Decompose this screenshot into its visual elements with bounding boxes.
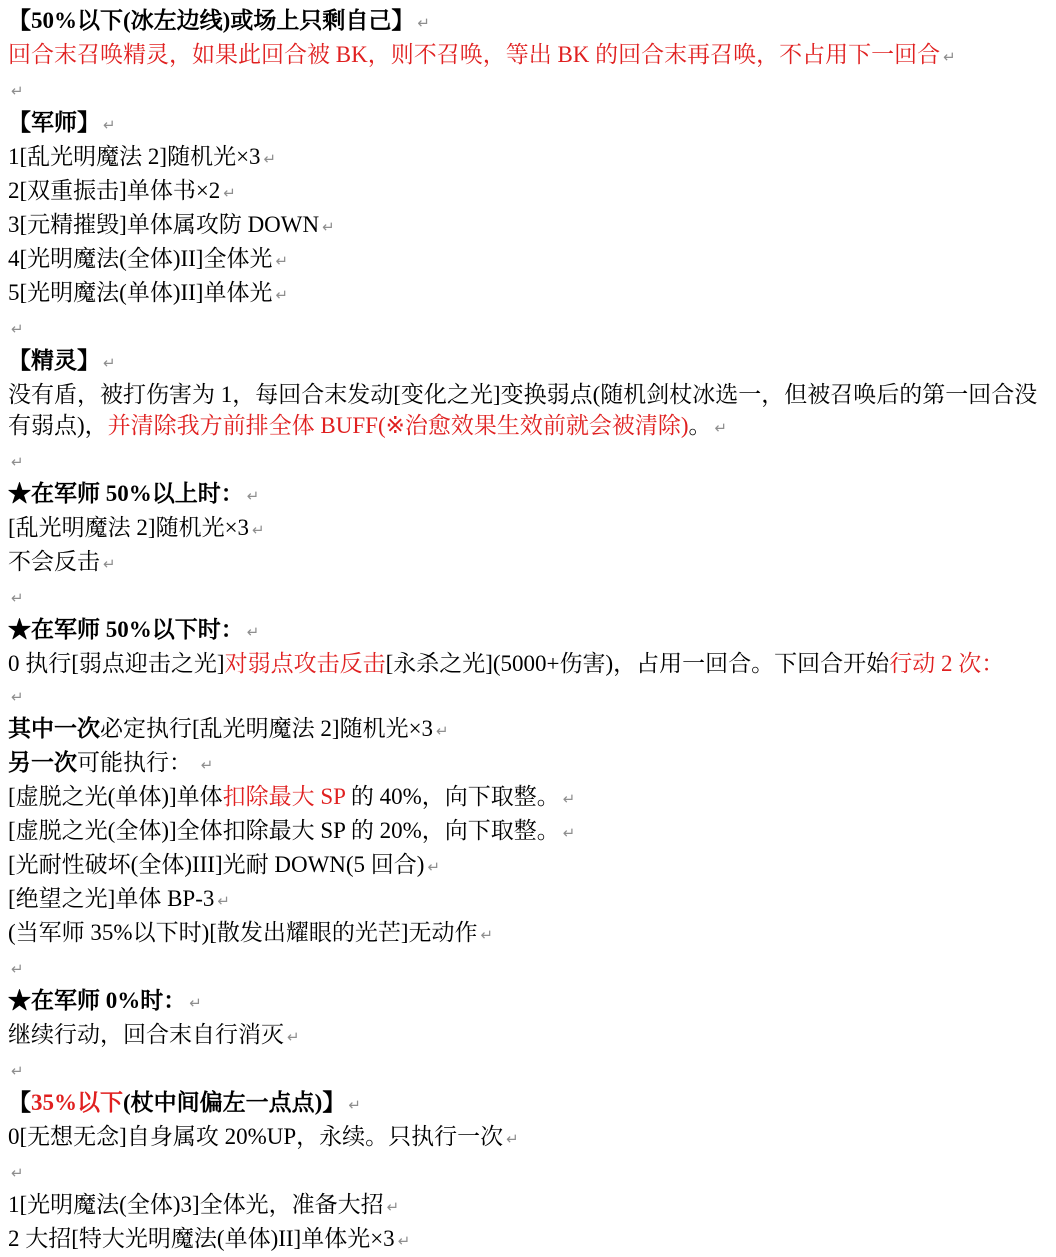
text-line: [8, 546, 1048, 580]
text-run: 。: [688, 413, 712, 438]
text-run: 继续行动，回合末自行消灭: [8, 1022, 284, 1047]
text-line: [8, 1087, 1048, 1121]
paragraph-mark-icon: ↵: [217, 892, 230, 910]
text-line: [8, 679, 1048, 713]
paragraph-mark-icon: ↵: [386, 1198, 400, 1216]
text-run: 35%以下: [31, 1090, 123, 1115]
paragraph-mark-icon: ↵: [11, 589, 24, 607]
paragraph-mark-icon: ↵: [11, 960, 24, 978]
text-line: [8, 345, 1048, 379]
text-run: ★在军师 50%以上时：: [8, 481, 244, 506]
text-line: [8, 985, 1048, 1019]
text-line: [8, 1053, 1048, 1087]
text-line: [8, 883, 1048, 917]
text-line: [8, 951, 1048, 985]
text-run: 的 40%，向下取整。: [345, 784, 560, 809]
paragraph-mark-icon: ↵: [348, 1096, 361, 1114]
text-run: 对弱点攻击反击: [224, 651, 386, 676]
text-run: 0[无想无念]自身属攻 20%UP，永续。只执行一次: [8, 1124, 504, 1149]
text-run: 0 执行[弱点迎击之光]: [8, 651, 225, 676]
text-run: [乱光明魔法 2]随机光×3: [8, 515, 250, 540]
paragraph-mark-icon: ↵: [103, 116, 116, 134]
paragraph-mark-icon: ↵: [275, 252, 289, 270]
text-line: [8, 107, 1048, 141]
text-run: 1[光明魔法(全体)3]全体光，准备大招: [8, 1192, 384, 1217]
paragraph-mark-icon: ↵: [246, 487, 260, 505]
text-run: [绝望之光]单体 BP-3: [8, 886, 215, 911]
paragraph-mark-icon: ↵: [11, 82, 24, 100]
text-line: [8, 648, 1048, 679]
paragraph-mark-icon: ↵: [506, 1130, 519, 1148]
text-line: [8, 1019, 1048, 1053]
text-line: [8, 277, 1048, 311]
text-line: [8, 5, 1048, 39]
text-line: [8, 444, 1048, 478]
text-line: [8, 1155, 1048, 1189]
text-run: 扣除最大 SP: [222, 784, 346, 809]
paragraph-mark-icon: ↵: [103, 354, 116, 372]
text-line: [8, 1223, 1048, 1257]
text-line: [8, 39, 1048, 73]
text-line: [8, 73, 1048, 107]
text-line: [8, 917, 1048, 951]
text-run: ★在军师 0%时：: [8, 988, 187, 1013]
paragraph-mark-icon: ↵: [11, 1164, 24, 1182]
text-run: 行动 2 次：: [889, 651, 1005, 676]
paragraph-mark-icon: ↵: [436, 722, 449, 740]
paragraph-mark-icon: ↵: [562, 824, 576, 842]
paragraph-mark-icon: ↵: [562, 790, 576, 808]
text-line: [8, 311, 1048, 345]
paragraph-mark-icon: ↵: [103, 555, 116, 573]
paragraph-mark-icon: ↵: [943, 48, 956, 66]
text-run: 4[光明魔法(全体)II]全体光: [8, 246, 273, 271]
text-run: [光耐性破坏(全体)III]光耐 DOWN(5 回合): [8, 852, 425, 877]
paragraph-mark-icon: ↵: [200, 756, 214, 774]
text-run: (杖中间偏左一点点)】: [123, 1090, 346, 1115]
paragraph-mark-icon: ↵: [11, 688, 24, 706]
text-line: [8, 1121, 1048, 1155]
paragraph-mark-icon: ↵: [263, 150, 277, 168]
text-line: [8, 815, 1048, 849]
text-run: 3[元精摧毁]单体属攻防 DOWN: [8, 212, 320, 237]
paragraph-mark-icon: ↵: [223, 184, 236, 202]
text-run: 【军师】: [8, 110, 100, 135]
text-run: [虚脱之光(全体)]全体扣除最大 SP 的 20%，向下取整。: [8, 818, 560, 843]
text-line: [8, 1189, 1048, 1223]
text-line: [8, 781, 1048, 815]
text-line: [8, 175, 1048, 209]
text-run: 2 大招[特大光明魔法(单体)II]单体光×3: [8, 1226, 395, 1251]
text-run: 可能执行：: [77, 750, 198, 775]
text-line: [8, 713, 1048, 747]
text-run: [虚脱之光(单体)]单体: [8, 784, 223, 809]
text-run: 不会反击: [8, 549, 100, 574]
text-run: 【50%以下(冰左边线)或场上只剩自己】: [8, 8, 415, 33]
text-line: [8, 243, 1048, 277]
text-run: 5[光明魔法(单体)II]单体光: [8, 280, 273, 305]
text-line: [8, 478, 1048, 512]
paragraph-mark-icon: ↵: [275, 286, 289, 304]
text-run: 【精灵】: [8, 348, 100, 373]
text-line: [8, 849, 1048, 883]
text-run: 其中一次: [8, 716, 100, 741]
text-line: [8, 512, 1048, 546]
paragraph-mark-icon: ↵: [417, 14, 430, 32]
text-run: (当军师 35%以下时)[散发出耀眼的光芒]无动作: [8, 920, 478, 945]
paragraph-mark-icon: ↵: [252, 521, 265, 539]
paragraph-mark-icon: ↵: [11, 453, 24, 471]
text-line: [8, 379, 1048, 444]
text-run: 并清除我方前排全体 BUFF(※治愈效果生效前就会被清除): [107, 413, 689, 438]
paragraph-mark-icon: ↵: [189, 994, 202, 1012]
text-run: 必定执行[乱光明魔法 2]随机光×3: [100, 716, 434, 741]
paragraph-mark-icon: ↵: [11, 320, 24, 338]
paragraph-mark-icon: ↵: [480, 926, 494, 944]
text-line: [8, 614, 1048, 648]
text-line: [8, 141, 1048, 175]
text-run: 没有盾，被打伤害为 1，每回合末发动[变化之光]变换弱点(随机剑杖冰选一，但被召唤后的第一回合没有弱点)，: [8, 382, 1038, 438]
text-run: [永杀之光](5000+伤害)，占用一回合。下回合开始: [385, 651, 890, 676]
text-run: 另一次: [8, 750, 77, 775]
text-run: 1[乱光明魔法 2]随机光×3: [8, 144, 261, 169]
paragraph-mark-icon: ↵: [427, 858, 441, 876]
paragraph-mark-icon: ↵: [714, 419, 728, 437]
text-line: [8, 747, 1048, 781]
paragraph-mark-icon: ↵: [397, 1232, 411, 1250]
paragraph-mark-icon: ↵: [246, 623, 260, 641]
text-line: [8, 580, 1048, 614]
text-run: ★在军师 50%以下时：: [8, 617, 244, 642]
text-run: 回合末召唤精灵，如果此回合被 BK，则不召唤，等出 BK 的回合末再召唤，不占用下一回合: [8, 42, 941, 67]
paragraph-mark-icon: ↵: [287, 1028, 300, 1046]
paragraph-mark-icon: ↵: [11, 1062, 24, 1080]
text-line: [8, 209, 1048, 243]
text-run: 【: [8, 1090, 31, 1115]
text-run: 2[双重振击]单体书×2: [8, 178, 221, 203]
paragraph-mark-icon: ↵: [322, 218, 335, 236]
